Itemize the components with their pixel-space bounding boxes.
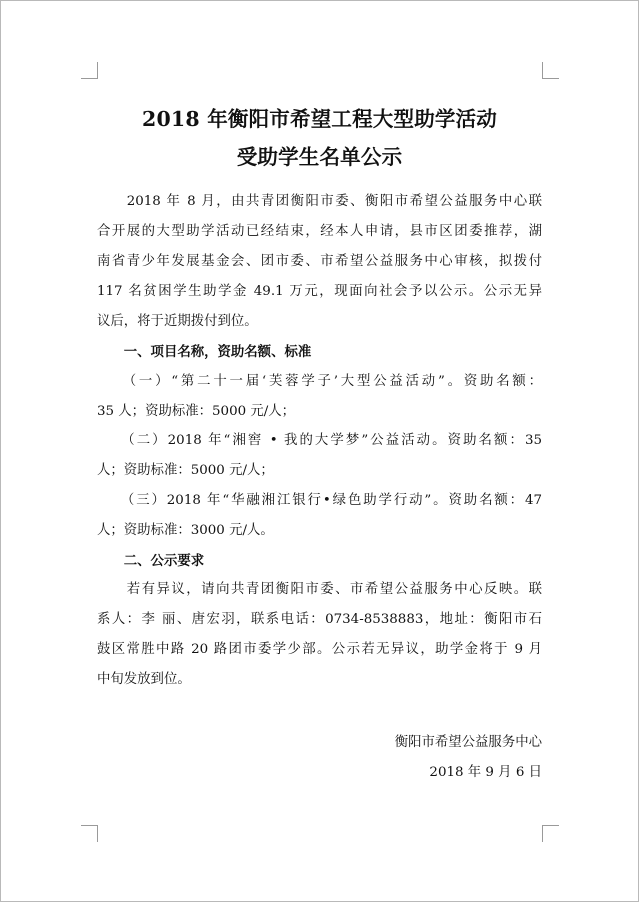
notice-line-2: 系人：李 丽、唐宏羽，联系电话：0734-8538883，地址：衡阳市石 <box>97 612 542 627</box>
notice-line-4: 中旬发放到位。 <box>97 672 191 687</box>
crop-mark-bottom-left <box>81 825 98 842</box>
item-3-line-1: （三）2018 年“华融湘江银行•绿色助学行动”。资助名额：47 <box>97 493 542 508</box>
document-title-line-2: 受助学生名单公示 <box>236 145 403 169</box>
section-2-heading: 二、公示要求 <box>97 553 205 569</box>
intro-line-5: 议后，将于近期拨付到位。 <box>97 314 258 329</box>
section-1-heading: 一、项目名称，资助名额、标准 <box>97 344 312 360</box>
document-title-line-1: 2018 年衡阳市希望工程大型助学活动 <box>142 107 497 131</box>
intro-line-1: 2018 年 8 月，由共青团衡阳市委、衡阳市希望公益服务中心联 <box>97 194 542 209</box>
intro-line-2: 合开展的大型助学活动已经结束，经本人申请，县市区团委推荐，湖 <box>97 224 542 239</box>
intro-line-4: 117 名贫困学生助学金 49.1 万元，现面向社会予以公示。公示无异 <box>97 284 542 299</box>
crop-mark-top-left <box>81 62 98 79</box>
signature-organization: 衡阳市希望公益服务中心 <box>394 735 542 750</box>
crop-mark-top-right <box>542 62 559 79</box>
notice-line-3: 鼓区常胜中路 20 路团市委学少部。公示若无异议，助学金将于 9 月 <box>97 642 542 657</box>
item-1-line-1: （一）“第二十一届‘芙蓉学子’大型公益活动”。资助名额： <box>97 374 542 389</box>
signature-date: 2018 年 9 月 6 日 <box>429 765 542 780</box>
item-1-line-2: 35 人；资助标准：5000 元/人； <box>97 404 296 419</box>
item-3-line-2: 人；资助标准：3000 元/人。 <box>97 523 274 538</box>
item-2-line-1: （二）2018 年“湘窖 • 我的大学梦”公益活动。资助名额：35 <box>97 433 542 448</box>
notice-line-1: 若有异议，请向共青团衡阳市委、市希望公益服务中心反映。联 <box>97 582 542 597</box>
item-2-line-2: 人；资助标准：5000 元/人； <box>97 463 274 478</box>
crop-mark-bottom-right <box>542 825 559 842</box>
intro-line-3: 南省青少年发展基金会、团市委、市希望公益服务中心审核，拟拨付 <box>97 254 542 269</box>
